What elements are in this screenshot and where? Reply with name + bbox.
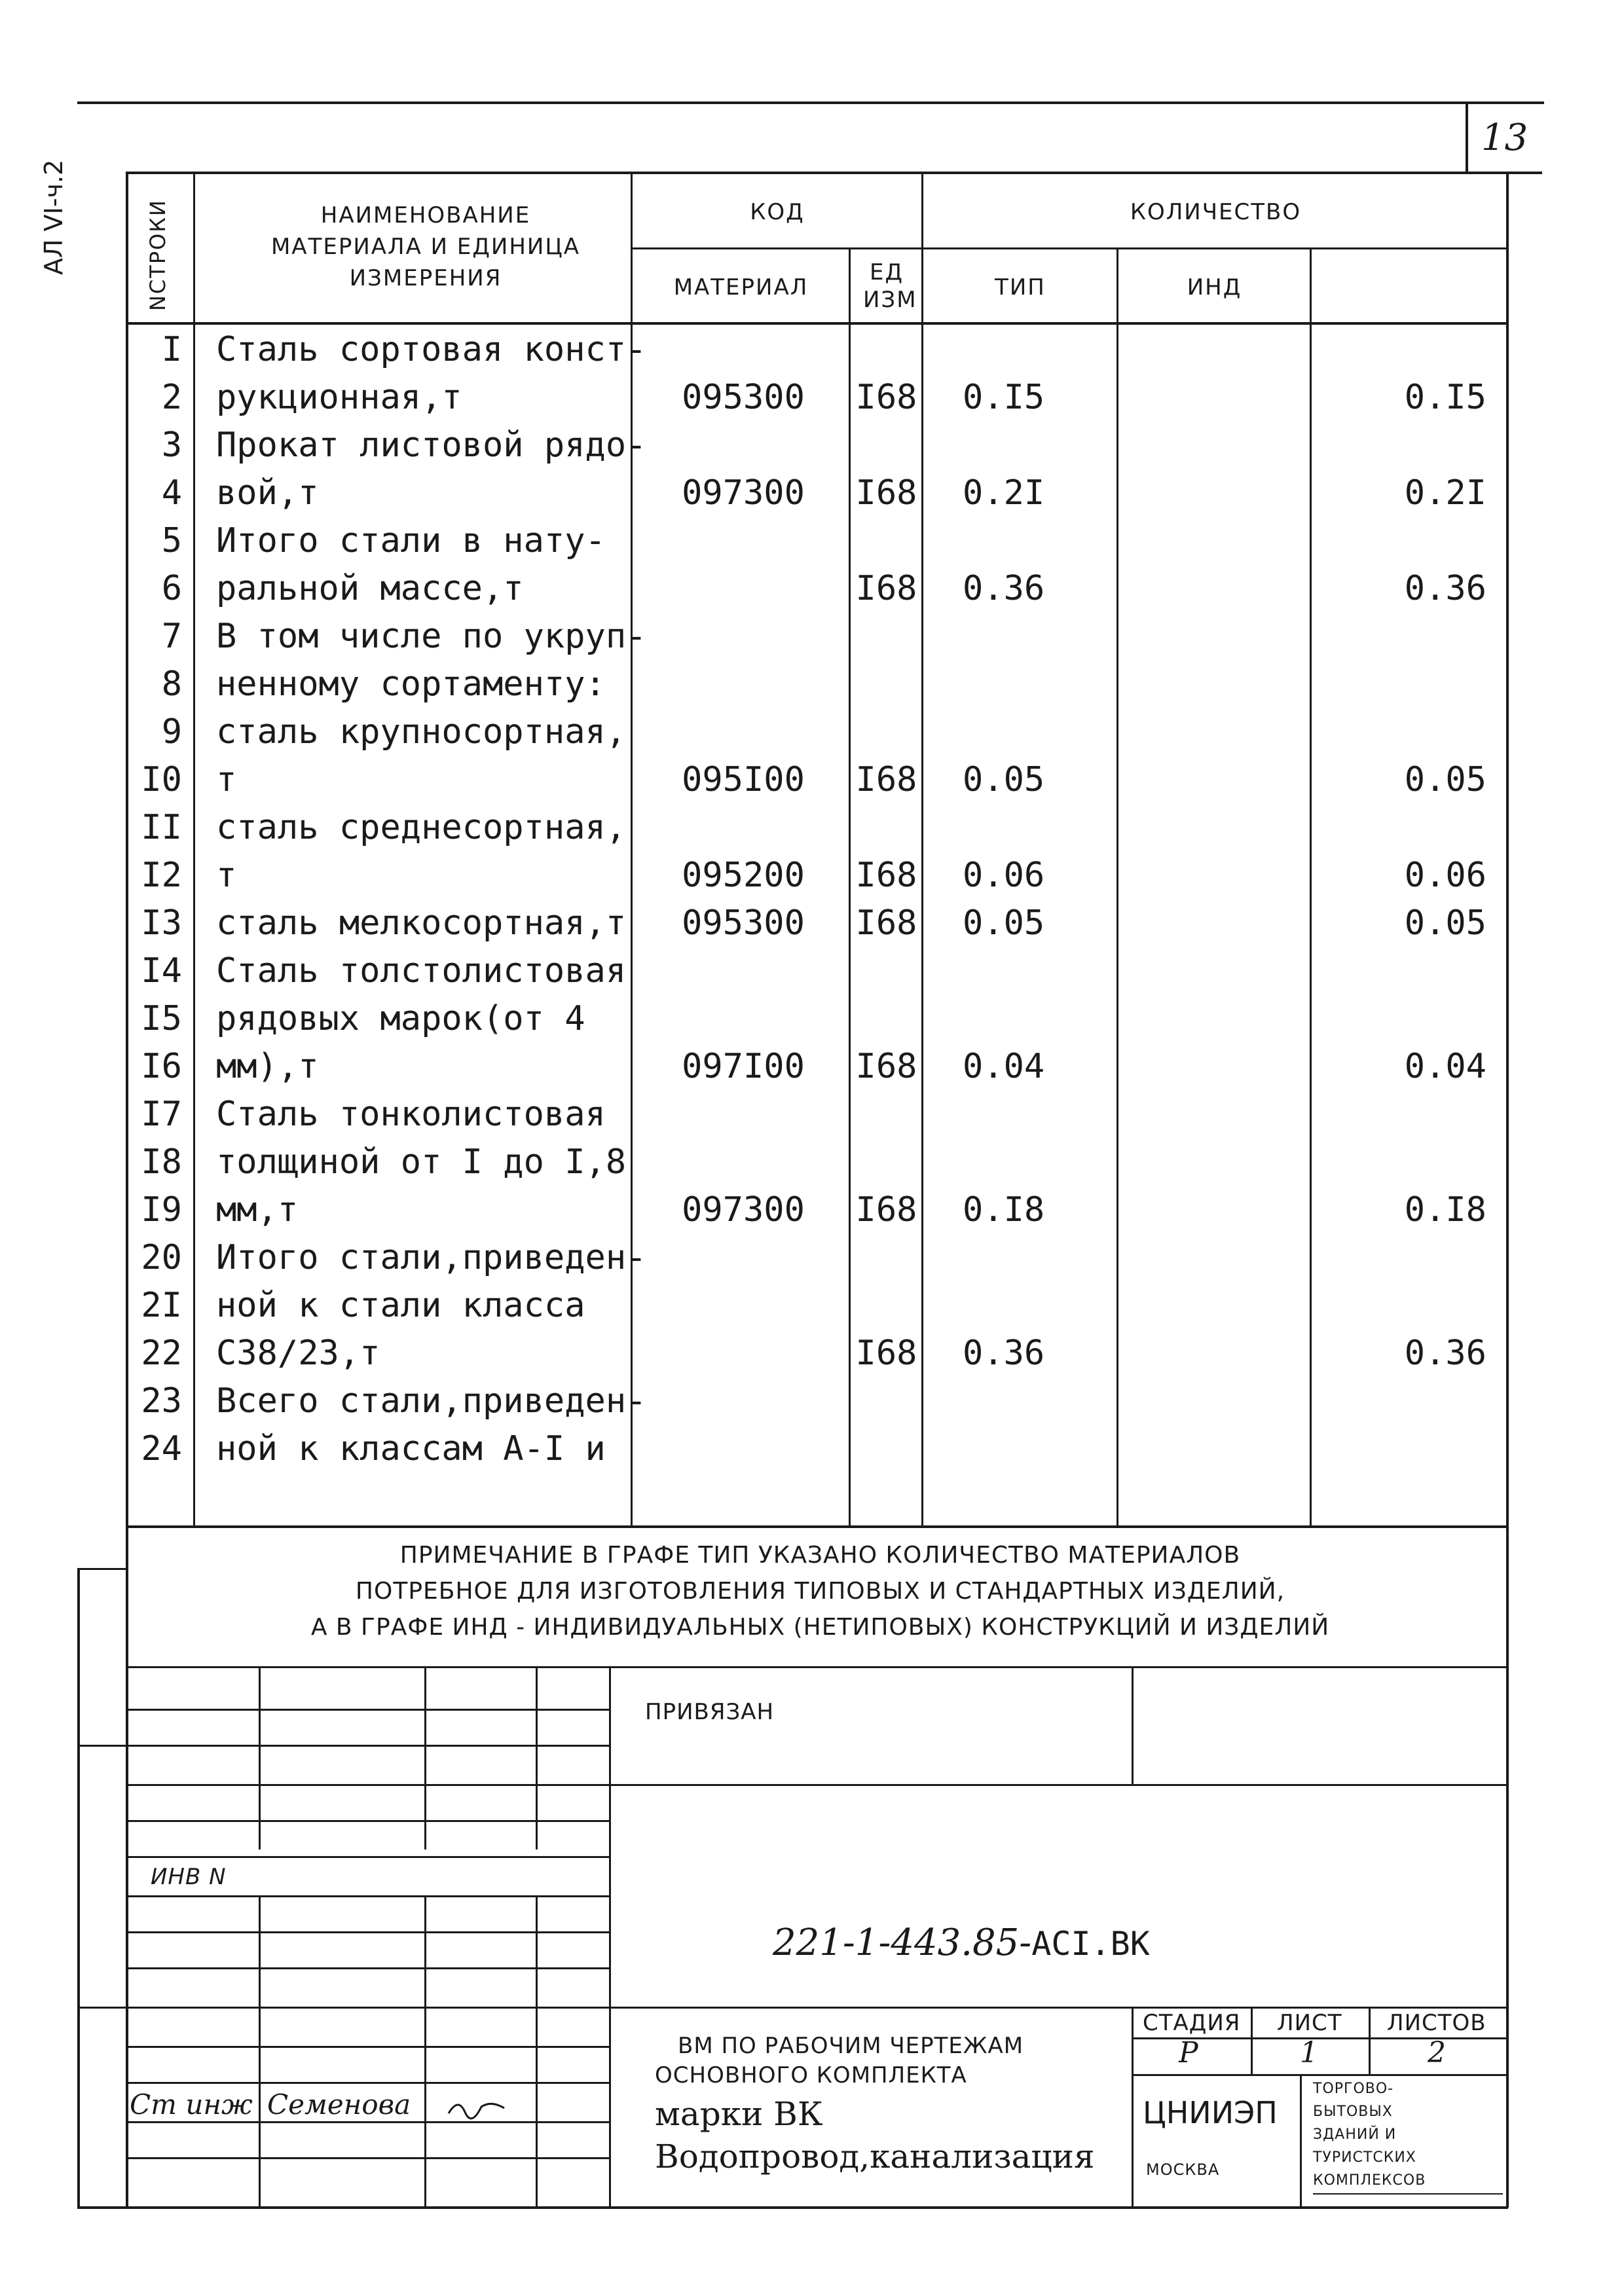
- row-qty-total: [1323, 1091, 1486, 1139]
- row-number: I: [161, 330, 182, 369]
- table-body-bottom: [128, 1525, 1508, 1528]
- row-number: I4: [141, 951, 182, 991]
- table-row: [0, 613, 1624, 661]
- header-name-col: НАИМЕНОВАНИЕ МАТЕРИАЛА И ЕДИНИЦА ИЗМЕРЕНИЯ: [270, 202, 581, 291]
- row-number: 5: [161, 521, 182, 560]
- stage-box-col2: [1369, 2007, 1371, 2076]
- privyazan-label: ПРИВЯЗАН: [645, 1699, 775, 1725]
- org-box-divider: [1300, 2076, 1302, 2206]
- table-row: [0, 565, 1624, 613]
- row-material-code: [655, 326, 832, 374]
- row-qty-total: 0.I8: [1404, 1190, 1486, 1230]
- row-qty-total: 0.05: [1404, 760, 1486, 799]
- row-name: т: [216, 856, 237, 895]
- row-qty-type: 0.36: [963, 1334, 1045, 1373]
- row-unit-code: I68: [855, 856, 917, 895]
- header-qty-group: КОЛИЧЕСТВО: [1130, 199, 1302, 225]
- row-qty-type: [963, 613, 1094, 661]
- table-row: [0, 1091, 1624, 1139]
- row-name: толщиной от I до I,8: [216, 1142, 627, 1182]
- tb-col-line: [424, 1666, 426, 1850]
- row-qty-type: [963, 422, 1094, 469]
- row-number: 23: [141, 1381, 182, 1421]
- row-material-code: 095300: [682, 903, 805, 943]
- sign-role: Ст инж: [130, 2088, 253, 2121]
- row-name: сталь мелкосортная,т: [216, 903, 627, 943]
- row-name: Итого стали,приведен-: [216, 1238, 647, 1277]
- row-number: I6: [141, 1047, 182, 1086]
- doc-code-suffix: АСI.ВК: [1031, 1925, 1150, 1963]
- bottom-border: [77, 2206, 1508, 2209]
- table-row: [0, 374, 1624, 422]
- sign-name: Семенова: [267, 2088, 411, 2121]
- org-sub-4: ТУРИСТСКИХ: [1313, 2149, 1416, 2166]
- row-qty-type: 0.2I: [963, 473, 1045, 513]
- table-row: [0, 708, 1624, 756]
- row-material-code: [655, 517, 832, 565]
- row-name: Сталь тонколистовая: [216, 1095, 606, 1134]
- signature-mark: [445, 2094, 511, 2120]
- row-qty-total: [1323, 422, 1486, 469]
- row-unit-code: I68: [855, 1190, 917, 1230]
- row-name: ной к классам А-I и: [216, 1429, 606, 1468]
- tb-main-divider: [609, 1666, 611, 2206]
- row-material-code: 097300: [682, 473, 805, 513]
- note-line-2: ПОТРЕБНОЕ ДЛЯ ИЗГОТОВЛЕНИЯ ТИПОВЫХ И СТАНДАРТНЫХ ИЗДЕЛИЙ,: [355, 1578, 1285, 1605]
- row-material-code: [655, 1282, 832, 1330]
- tb-col-line: [259, 1666, 261, 1850]
- row-unit-code: [851, 1139, 921, 1186]
- row-number: 6: [161, 569, 182, 608]
- tb-grid-line: [77, 2007, 128, 2009]
- row-qty-total: 0.2I: [1404, 473, 1486, 513]
- row-material-code: [655, 1377, 832, 1425]
- row-qty-total: 0.I5: [1404, 378, 1486, 417]
- row-unit-code: I68: [855, 1047, 917, 1086]
- row-qty-type: 0.05: [963, 903, 1045, 943]
- row-number: 7: [161, 617, 182, 656]
- row-unit-code: [851, 995, 921, 1043]
- row-qty-total: 0.36: [1404, 1334, 1486, 1373]
- note-bottom-line: [128, 1666, 1508, 1668]
- row-qty-total: [1323, 1282, 1486, 1330]
- table-row: [0, 517, 1624, 565]
- table-row: [0, 1425, 1624, 1473]
- row-unit-code: [851, 1282, 921, 1330]
- row-name: В том числе по укруп-: [216, 617, 647, 656]
- row-unit-code: [851, 708, 921, 756]
- header-code-group: КОД: [750, 199, 805, 225]
- row-number: I8: [141, 1142, 182, 1182]
- tb-row-line: [128, 2046, 609, 2048]
- row-material-code: [655, 613, 832, 661]
- table-row: [0, 995, 1624, 1043]
- row-qty-type: [963, 708, 1094, 756]
- row-qty-total: [1323, 995, 1486, 1043]
- row-number: 2: [161, 378, 182, 417]
- row-number: I7: [141, 1095, 182, 1134]
- row-qty-total: [1323, 661, 1486, 708]
- row-qty-total: [1323, 613, 1486, 661]
- header-ind: ИНД: [1187, 274, 1242, 301]
- row-name: вой,т: [216, 473, 319, 513]
- org-sub-5: КОМПЛЕКСОВ: [1313, 2172, 1426, 2189]
- row-material-code: 095300: [682, 378, 805, 417]
- tb-row-line: [128, 1895, 609, 1897]
- row-material-code: [655, 422, 832, 469]
- tb-row-line: [128, 1856, 609, 1858]
- org-name: ЦНИИЭП: [1143, 2095, 1278, 2130]
- row-unit-code: [851, 804, 921, 852]
- row-material-code: [655, 1425, 832, 1473]
- row-name: ненному сортаменту:: [216, 665, 606, 704]
- sheet-value: 1: [1300, 2036, 1318, 2069]
- row-name: т: [216, 760, 237, 799]
- row-unit-code: I68: [855, 473, 917, 513]
- row-qty-type: [963, 1091, 1094, 1139]
- table-row: [0, 1043, 1624, 1091]
- row-unit-code: [851, 613, 921, 661]
- row-unit-code: [851, 422, 921, 469]
- row-number: 2I: [141, 1286, 182, 1325]
- tb-row-line: [128, 1745, 609, 1747]
- row-number: 24: [141, 1429, 182, 1468]
- table-row: [0, 469, 1624, 517]
- row-number: 8: [161, 665, 182, 704]
- row-material-code: 097I00: [682, 1047, 805, 1086]
- row-qty-total: 0.05: [1404, 903, 1486, 943]
- tb-row-line: [128, 1709, 609, 1711]
- tb-grid-line: [77, 1745, 128, 1747]
- row-qty-type: 0.04: [963, 1047, 1045, 1086]
- row-qty-total: [1323, 1234, 1486, 1282]
- row-number: I3: [141, 903, 182, 943]
- top-border: [77, 101, 1544, 104]
- row-material-code: [655, 661, 832, 708]
- doc-code: [773, 1922, 1150, 1964]
- row-name: Всего стали,приведен-: [216, 1381, 647, 1421]
- row-unit-code: I68: [855, 903, 917, 943]
- table-row: [0, 1330, 1624, 1377]
- org-sub-underline: [1313, 2193, 1503, 2195]
- row-name: Итого стали в нату-: [216, 521, 606, 560]
- row-unit-code: I68: [855, 760, 917, 799]
- table-row: [0, 326, 1624, 374]
- row-unit-code: [851, 947, 921, 995]
- table-row: [0, 947, 1624, 995]
- row-name: сталь крупносортная,: [216, 712, 627, 752]
- desc-line-4: Водопровод,канализация: [655, 2138, 1095, 2176]
- note-line-1: ПРИМЕЧАНИЕ В ГРАФЕ ТИП УКАЗАНО КОЛИЧЕСТВО МАТЕРИАЛОВ: [399, 1542, 1241, 1569]
- row-material-code: [655, 1091, 832, 1139]
- stage-box-col1: [1251, 2007, 1253, 2076]
- tb-col-line: [536, 1666, 538, 1850]
- table-row: [0, 1186, 1624, 1234]
- row-qty-total: [1323, 1425, 1486, 1473]
- row-unit-code: [851, 1091, 921, 1139]
- header-type: ТИП: [995, 274, 1046, 301]
- tb-row-line: [128, 2157, 609, 2159]
- row-qty-type: [963, 1282, 1094, 1330]
- row-name: С38/23,т: [216, 1334, 380, 1373]
- privyazan-right-line: [1132, 1666, 1134, 1784]
- row-material-code: [655, 947, 832, 995]
- row-name: мм),т: [216, 1047, 319, 1086]
- side-label: АЛ VI-ч.2: [39, 159, 68, 275]
- row-material-code: [655, 565, 832, 613]
- row-material-code: [655, 708, 832, 756]
- row-qty-type: [963, 1377, 1094, 1425]
- table-row: [0, 661, 1624, 708]
- table-row: [0, 756, 1624, 804]
- row-number: I5: [141, 999, 182, 1038]
- row-material-code: [655, 1234, 832, 1282]
- row-unit-code: I68: [855, 378, 917, 417]
- row-unit-code: [851, 1234, 921, 1282]
- tb-row-line: [128, 1784, 609, 1786]
- row-qty-total: [1323, 326, 1486, 374]
- row-number: 20: [141, 1238, 182, 1277]
- row-number: I0: [141, 760, 182, 799]
- row-qty-total: [1323, 708, 1486, 756]
- row-number: 4: [161, 473, 182, 513]
- inv-label: ИНВ N: [151, 1864, 227, 1890]
- row-unit-code: I68: [855, 569, 917, 608]
- row-qty-total: [1323, 804, 1486, 852]
- row-qty-type: [963, 947, 1094, 995]
- row-unit-code: I68: [855, 1334, 917, 1373]
- table-row: [0, 900, 1624, 947]
- desc-line-3: марки ВК: [655, 2095, 823, 2133]
- row-qty-total: 0.04: [1404, 1047, 1486, 1086]
- row-number: 3: [161, 426, 182, 465]
- row-name: рукционная,т: [216, 378, 462, 417]
- tb-row-line: [128, 1820, 609, 1822]
- row-qty-type: 0.05: [963, 760, 1045, 799]
- row-material-code: [655, 995, 832, 1043]
- row-material-code: 095I00: [682, 760, 805, 799]
- row-qty-type: [963, 1425, 1094, 1473]
- tb-grid-line: [77, 1568, 128, 1570]
- row-number: I2: [141, 856, 182, 895]
- row-qty-type: [963, 326, 1094, 374]
- row-qty-total: [1323, 947, 1486, 995]
- note-line-3: А В ГРАФЕ ИНД - ИНДИВИДУАЛЬНЫХ (НЕТИПОВЫХ) КОНСТРУКЦИЙ И ИЗДЕЛИЙ: [310, 1614, 1330, 1641]
- org-sub-1: ТОРГОВО-: [1313, 2081, 1394, 2097]
- org-city: МОСКВА: [1146, 2160, 1220, 2179]
- row-material-code: 097300: [682, 1190, 805, 1230]
- outer-left-line: [77, 1568, 80, 2206]
- row-qty-type: 0.I8: [963, 1190, 1045, 1230]
- row-number: 9: [161, 712, 182, 752]
- row-qty-type: [963, 804, 1094, 852]
- sheet-label: ЛИСТ: [1277, 2010, 1342, 2036]
- header-material: МАТЕРИАЛ: [673, 274, 809, 301]
- row-number: 22: [141, 1334, 182, 1373]
- sheets-value: 2: [1428, 2036, 1446, 2069]
- row-qty-type: 0.36: [963, 569, 1045, 608]
- tb-row-line: [128, 2082, 609, 2084]
- row-name: рядовых марок(от 4: [216, 999, 585, 1038]
- table-row: [0, 422, 1624, 469]
- table-row: [0, 1234, 1624, 1282]
- table-row: [0, 1139, 1624, 1186]
- header-row-col: NСТРОКИ: [145, 199, 170, 311]
- row-qty-total: [1323, 517, 1486, 565]
- table-row: [0, 804, 1624, 852]
- row-unit-code: [851, 661, 921, 708]
- row-qty-type: [963, 517, 1094, 565]
- stage-box-left: [1132, 2007, 1134, 2206]
- row-name: Прокат листовой рядо-: [216, 426, 647, 465]
- row-qty-total: 0.36: [1404, 569, 1486, 608]
- row-qty-total: 0.06: [1404, 856, 1486, 895]
- desc-line-1: ВМ ПО РАБОЧИМ ЧЕРТЕЖАМ: [678, 2033, 1024, 2059]
- row-qty-type: [963, 1234, 1094, 1282]
- org-sub-3: ЗДАНИЙ И: [1313, 2126, 1397, 2143]
- desc-line-2: ОСНОВНОГО КОМПЛЕКТА: [655, 2062, 967, 2088]
- row-name: мм,т: [216, 1190, 299, 1230]
- row-number: II: [141, 808, 182, 847]
- row-qty-type: [963, 661, 1094, 708]
- stage-label: СТАДИЯ: [1143, 2010, 1241, 2036]
- page-number-box-left: [1466, 101, 1468, 172]
- row-unit-code: [851, 517, 921, 565]
- table-row: [0, 852, 1624, 900]
- row-name: Сталь сортовая конст-: [216, 330, 647, 369]
- table-top-border: [128, 172, 1542, 174]
- tb-col-line: [259, 1895, 261, 2206]
- tb-col-line: [424, 1895, 426, 2206]
- row-name: ральной массе,т: [216, 569, 524, 608]
- row-qty-type: [963, 1139, 1094, 1186]
- row-material-code: [655, 1139, 832, 1186]
- row-material-code: 095200: [682, 856, 805, 895]
- tb-col-line: [536, 1895, 538, 2206]
- table-row: [0, 1282, 1624, 1330]
- table-row: [0, 1377, 1624, 1425]
- row-qty-total: [1323, 1139, 1486, 1186]
- row-material-code: [655, 804, 832, 852]
- row-qty-type: 0.06: [963, 856, 1045, 895]
- row-name: Сталь толстолистовая: [216, 951, 627, 991]
- header-bottom-line: [128, 322, 1508, 325]
- row-name: сталь среднесортная,: [216, 808, 627, 847]
- header-unit: ЕД ИЗМ: [863, 259, 917, 313]
- tb-row-line: [128, 2007, 1508, 2009]
- sheets-label: ЛИСТОВ: [1387, 2010, 1486, 2036]
- row-qty-type: [963, 995, 1094, 1043]
- header-subline-code: [632, 247, 1508, 249]
- stage-box-row2: [1132, 2074, 1508, 2076]
- page-number: 13: [1481, 117, 1528, 159]
- row-qty-type: 0.I5: [963, 378, 1045, 417]
- row-material-code: [655, 1330, 832, 1377]
- privyazan-bottom-line: [609, 1784, 1508, 1786]
- tb-row-line: [128, 1967, 609, 1969]
- org-sub-2: БЫТОВЫХ: [1313, 2104, 1393, 2120]
- tb-row-line: [128, 2121, 609, 2123]
- row-unit-code: [851, 1425, 921, 1473]
- row-qty-total: [1323, 1377, 1486, 1425]
- row-unit-code: [851, 1377, 921, 1425]
- row-number: I9: [141, 1190, 182, 1230]
- stage-value: Р: [1179, 2036, 1198, 2069]
- row-unit-code: [851, 326, 921, 374]
- doc-code-number: 221-1-443.85-: [773, 1922, 1032, 1964]
- tb-row-line: [128, 1931, 609, 1933]
- row-name: ной к стали класса: [216, 1286, 585, 1325]
